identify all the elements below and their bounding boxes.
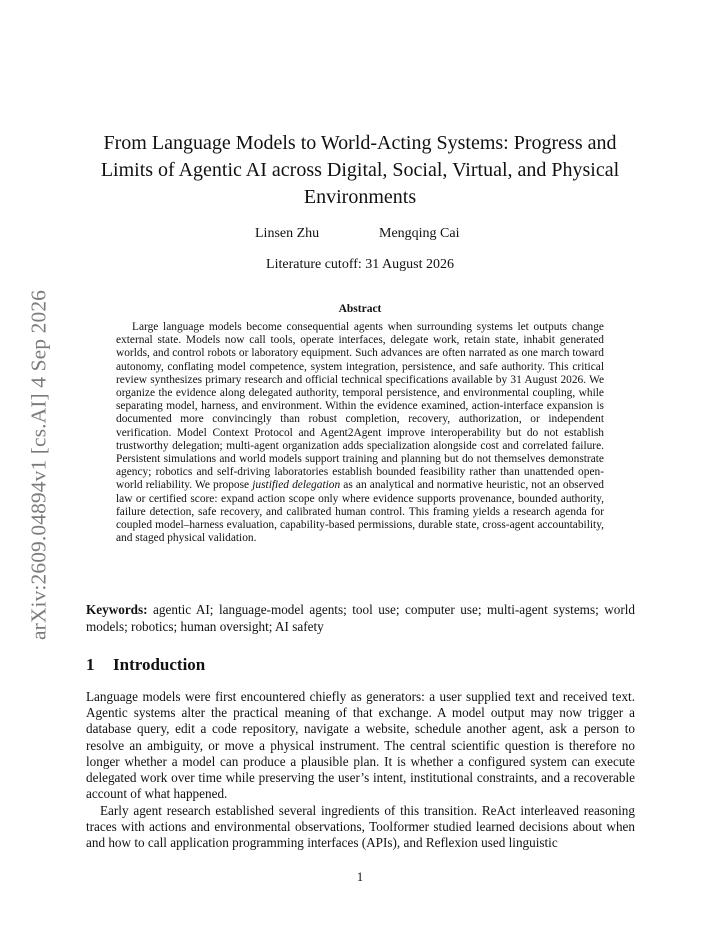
paper-title: From Language Models to World-Acting Systems: Progress and Limits of Agentic AI across Digital, Social, Virtual, and Physical Environments [100,132,620,208]
author-name: Linsen Zhu [255,226,320,241]
author-name: Mengqing Cai [379,226,460,241]
abstract-emphasis: justified delegation [252,479,341,492]
abstract-heading: Abstract [338,303,382,315]
literature-cutoff: Literature cutoff: 31 August 2026 [266,257,454,272]
page-number: 1 [356,870,364,884]
author-list [0,226,720,244]
body-paragraph: Language models were first encountered chiefly as generators: a user supplied text and received text. Agentic systems alter the practical meaning of that exchange. A model output may now trigger a database query, edit a code repository, navigate a website, schedule another agent, ask a person to resolve an ambiguity, or move a physical instrument. The central scientific question is therefore no longer whether a model can produce a plausible plan. It is whether a configured system can execute delegated work over time while preserving the user’s intent, institutional constraints, and a recoverable account of what happened. [86,689,635,802]
abstract-text-part: Large language models become consequential agents when surrounding systems let outputs change external state. Models now call tools, operate interfaces, delegate work, retain state, inhabit generated worlds, and control robots or laboratory equipment. Such advances are often narrated as one march toward autonomy, conflating model competence, system integration, persistence, and safe authority. This critical review synthesizes primary research and official technical specifications available by 31 August 2026. We organize the evidence along delegated authority, temporal persistence, and environmental coupling, while separating model, harness, and environment. Within the evidence examined, action-interface expansion is documented more convincingly than robust completion, recovery, authorization, or independent verification. Model Context Protocol and Agent2Agent improve interoperability but do not establish trustworthy delegation; multi-agent organization adds specialization alongside cost and correlated failure. Persistent simulations and world models support training and planning but do not themselves demonstrate agency; robotics and self-driving laboratories establish bounded feasibility rather than unattended open-world reliability. We propose [116,321,604,492]
body-paragraph: Early agent research established several ingredients of this transition. ReAct interleaved reasoning traces with actions and environmental observations, Toolformer studied learned decisions about when and how to call application programming interfaces (APIs), and Reflexion used linguistic [86,803,635,851]
keywords-text: agentic AI; language-model agents; tool use; computer use; multi-agent systems; world models; robotics; human oversight; AI safety [86,602,635,634]
keywords-label: Keywords: [86,602,148,617]
abstract-text-part: as an analytical and normative heuristic, not an observed law or certified score: expand action scope only where evidence supports provenance, bounded authority, failure detection, safe recovery, and calibrated human control. This framing yields a research agenda for coupled model–harness evaluation, capability-based permissions, durable state, cross-agent accountability, and staged physical validation. [116,479,604,545]
section-title: Introduction [113,655,206,674]
arxiv-identifier: arXiv:2609.04894v1 [cs.AI] 4 Sep 2026 [26,289,51,641]
section-number: 1 [86,655,95,674]
abstract-text [116,321,604,545]
section-heading [86,655,205,675]
keywords [86,601,635,635]
arxiv-sidebar [24,265,54,665]
